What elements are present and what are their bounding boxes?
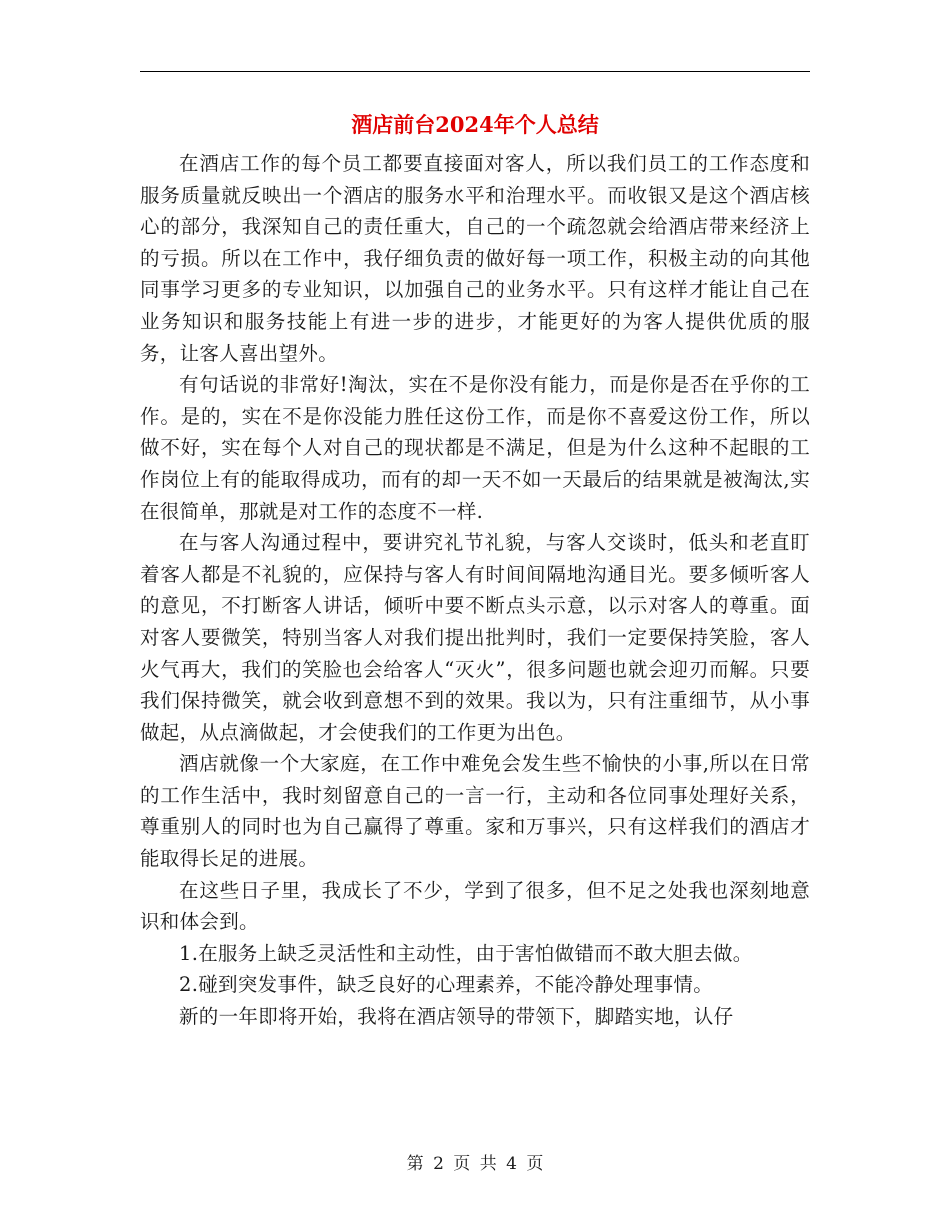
list-item-2: 2.碰到突发事件，缺乏良好的心理素养，不能冷静处理事情。	[179, 973, 714, 997]
paragraph-6: 新的一年即将开始，我将在酒店领导的带领下，脚踏实地，认仔	[179, 1005, 734, 1029]
header-rule	[140, 71, 810, 72]
paragraph-2: 有句话说的非常好!淘汰，实在不是你没有能力，而是你是否在乎你的工作。是的，实在不是你没能力胜任这份工作，而是你不喜爱这份工作，所以做不好，实在每个人对自己的现状都是不满足，但是为什么这种不起眼的工作岗位上有的能取得成功，而有的却一天不如一天最后的结果就是被淘汰,实在很简单，那就是对工作的态度不一样.	[140, 373, 810, 523]
document-body	[140, 148, 810, 1033]
paragraph-5: 在这些日子里，我成长了不少，学到了很多，但不足之处我也深刻地意识和体会到。	[140, 878, 810, 934]
paragraph-1: 在酒店工作的每个员工都要直接面对客人，所以我们员工的工作态度和服务质量就反映出一个酒店的服务水平和治理水平。而收银又是这个酒店核心的部分，我深知自己的责任重大，自己的一个疏忽就会给酒店带来经济上的亏损。所以在工作中，我仔细负责的做好每一项工作，积极主动的向其他同事学习更多的专业知识，以加强自己的业务水平。只有这样才能让自己在业务知识和服务技能上有进一步的进步，才能更好的为客人提供优质的服务，让客人喜出望外。	[140, 152, 810, 365]
page-number: 第 2 页 共 4 页	[406, 1154, 544, 1174]
list-item-1: 1.在服务上缺乏灵活性和主动性，由于害怕做错而不敢大胆去做。	[179, 941, 753, 965]
paragraph-4: 酒店就像一个大家庭，在工作中难免会发生些不愉快的小事,所以在日常的工作生活中，我时刻留意自己的一言一行，主动和各位同事处理好关系，尊重别人的同时也为自己赢得了尊重。家和万事兴，只有这样我们的酒店才能取得长足的进展。	[140, 752, 810, 871]
document-title: 酒店前台2024年个人总结	[351, 112, 599, 137]
paragraph-3: 在与客人沟通过程中，要讲究礼节礼貌，与客人交谈时，低头和老直盯着客人都是不礼貌的，应保持与客人有时间间隔地沟通目光。要多倾听客人的意见，不打断客人讲话，倾听中要不断点头示意，以示对客人的尊重。面对客人要微笑，特别当客人对我们提出批判时，我们一定要保持笑脸，客人火气再大，我们的笑脸也会给客人“灭火”，很多问题也就会迎刃而解。只要我们保持微笑，就会收到意想不到的效果。我以为，只有注重细节，从小事做起，从点滴做起，才会使我们的工作更为出色。	[140, 531, 810, 744]
